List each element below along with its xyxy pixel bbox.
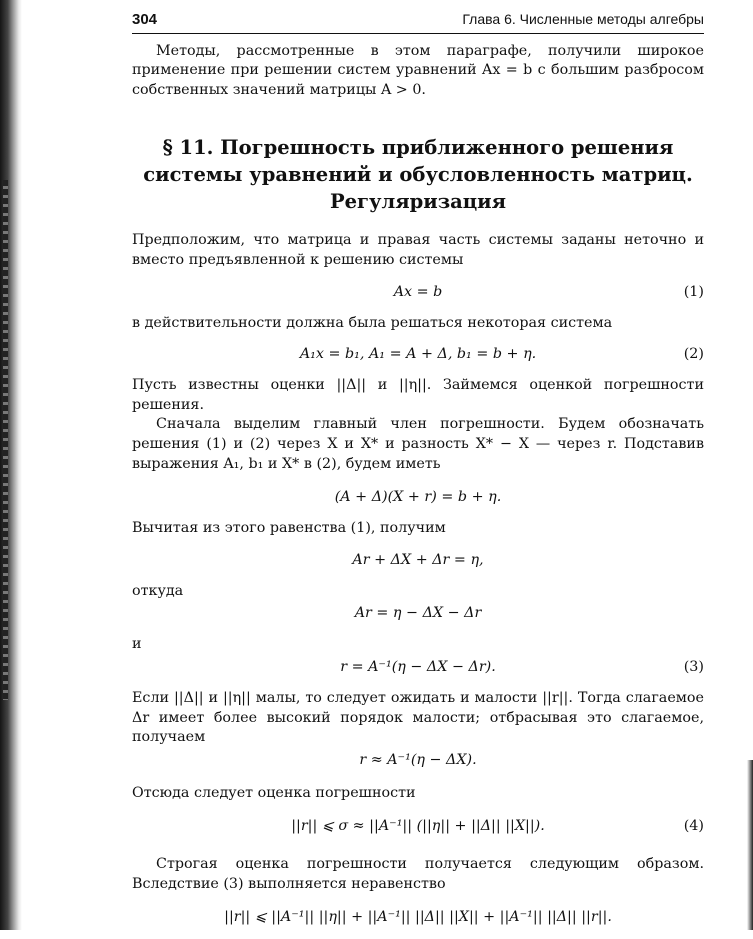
paragraph-7: и — [132, 636, 142, 653]
paragraph-5: Вычитая из этого равенства (1), получим — [132, 520, 446, 537]
equation-2 — [132, 344, 704, 365]
equation-4-number: (4) — [683, 818, 704, 835]
equation-4 — [132, 816, 704, 837]
paragraph-6: откуда — [132, 582, 184, 599]
paragraph-2: в действительности должна была решаться некоторая система — [132, 314, 613, 331]
section-title: § 11. Погрешность приближенного решения системы уравнений и обусловленность матриц. Регуляризация — [143, 136, 693, 214]
book-binding-shadow — [0, 0, 22, 930]
equation-final — [132, 907, 704, 928]
equation-difference — [132, 550, 704, 571]
equation-final-body: ||r|| ⩽ ||A⁻¹|| ||η|| + ||A⁻¹|| ||Δ|| ||X|| + ||A⁻¹|| ||Δ|| ||r||. — [224, 909, 612, 926]
equation-substitution — [132, 487, 704, 508]
paragraph-3: Пусть известны оценки ||Δ|| и ||η||. Займемся оценкой погрешности решения. — [132, 377, 704, 413]
equation-ar-body: Ar = η − ΔX − Δr — [354, 605, 482, 622]
intro-paragraph: Методы, рассмотренные в этом параграфе, получили широкое применение при решении систем уравнений Ax = b с большим разбросом собственных значений матрицы A > 0. — [132, 42, 704, 98]
equation-difference-body: Ar + ΔX + Δr = η, — [352, 551, 484, 568]
paragraph-1: Предположим, что матрица и правая часть системы заданы неточно и вместо предъявленной к решению системы — [132, 232, 704, 268]
page-edge-shadow — [747, 760, 753, 930]
paragraph-9: Отсюда следует оценка погрешности — [132, 784, 416, 801]
running-title: Глава 6. Численные методы алгебры — [462, 11, 704, 27]
equation-substitution-body: (A + Δ)(X + r) = b + η. — [334, 489, 502, 506]
equation-2-body: A₁x = b₁, A₁ = A + Δ, b₁ = b + η. — [299, 346, 537, 363]
equation-1-number: (1) — [683, 283, 704, 300]
equation-1-body: Ax = b — [393, 283, 443, 300]
running-header — [132, 10, 704, 34]
page-number: 304 — [132, 11, 158, 28]
equation-3-body: r = A⁻¹(η − ΔX − Δr). — [340, 658, 496, 675]
equation-ar — [132, 603, 704, 624]
equation-4-body: ||r|| ⩽ σ ≈ ||A⁻¹|| (||η|| + ||Δ|| ||X||). — [291, 818, 545, 835]
paragraph-8: Если ||Δ|| и ||η|| малы, то следует ожидать и малости ||r||. Тогда слагаемое Δr имеет более высокий порядок малости; отбрасывая это слагаемое, получаем — [132, 689, 704, 746]
paragraph-10: Строгая оценка погрешности получается следующим образом. Вследствие (3) выполняется неравенство — [132, 856, 704, 892]
equation-1 — [132, 282, 704, 303]
equation-2-number: (2) — [683, 346, 704, 363]
equation-approx-body: r ≈ A⁻¹(η − ΔX). — [359, 751, 477, 768]
book-page — [132, 10, 704, 939]
equation-approx — [132, 750, 704, 771]
equation-3 — [132, 657, 704, 678]
equation-3-number: (3) — [683, 658, 704, 675]
paragraph-4: Сначала выделим главный член погрешности. Будем обозначать решения (1) и (2) через X и X* и разность X* − X — через r. Подставив выражения A₁, b₁ и X* в (2), будем иметь — [132, 416, 704, 472]
